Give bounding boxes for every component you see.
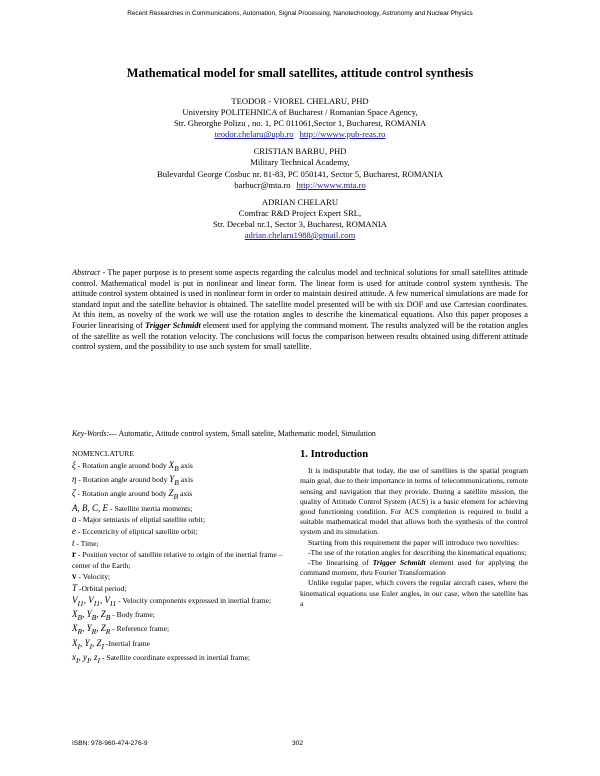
symbol: t — [72, 537, 75, 548]
symbol: v — [72, 571, 77, 582]
author-affiliation: Military Technical Academy, — [250, 157, 350, 168]
author-name: TEODOR - VIOREL CHELARU, PHD — [231, 96, 369, 106]
nomenclature-item: r - Position vector of satellite relative to origin of the inertial frame – center of the Earth; — [72, 549, 283, 570]
author-block — [0, 96, 600, 247]
nomenclature-item: ζ - Rotation angle around body $Z_B$ axis — [72, 488, 193, 502]
nomenclature-item: ξ - Rotation angle around body $X_B$ axis — [72, 459, 193, 473]
abstract-label: Abstract — [72, 268, 101, 277]
emphasis: Trigger Schmidt — [372, 558, 426, 568]
keywords-label: Key-Words: — [72, 429, 110, 438]
keywords-text: — Automatic, Atitude control system, Small satelite, Mathematic model, Simulation — [109, 429, 376, 438]
section-heading: 1. Introduction — [300, 449, 369, 460]
nomenclature-item: $V_{I1}$, $V_{I1}$, $V_{I1}$ - Velocity components expressed in inertial frame; — [72, 594, 272, 608]
author-web-link[interactable]: http://wwww.pub-reas.ro — [299, 129, 386, 140]
symbol: $Y_B$ — [169, 473, 179, 487]
symbol: $Z_B$ — [168, 488, 179, 502]
author-address: Str. Gheorghe Polizu , no. 1, PC 011061,Sector 1, Bucharest, ROMANIA — [173, 118, 427, 129]
paragraph: It is indisputable that today, the use of satellites is the spatial program main goal, due to their importance in terms of telecommunications, remote sensing and navigation that they provide. During a satellite mission, the quality of Attitude Control System (ACS) is a basic element for achieving good functioning condition. For ACS completion is required to build a suitable mathematical model that allows both the synthesis of the control system and its simulation. — [300, 466, 528, 537]
paragraph: -The linearising of Trigger Schmidt element used for applying the command moment, thru Fourier Transformation — [300, 558, 528, 578]
author-address: Bulevardul George Cosbuc nr. 81-83, PC 050141, Sector 5, Bucharest, ROMANIA — [156, 168, 444, 179]
nomenclature-item: $X_B$, $Y_B$, $Z_B$ - Body frame; — [72, 608, 155, 622]
page-number: 302 — [292, 740, 304, 747]
symbol: A, B, C, E — [72, 502, 108, 513]
author-email: barbucr@mta.ro — [234, 179, 291, 190]
author-email-link[interactable]: teodor.chelaru@upb.ro — [214, 129, 294, 140]
paragraph: Starting from this requirement the paper will introduce two novelties: — [308, 537, 520, 547]
nomenclature-list — [72, 460, 290, 667]
author-name: ADRIAN CHELARU — [261, 196, 339, 207]
symbol: r — [72, 549, 76, 560]
nomenclature-item: A, B, C, E - Satellite inertia moments; — [72, 502, 193, 513]
paragraph: Unlike regular paper, which covers the regular aircraft cases, where the kinematical equations use Euler angles, in our case, when the satellite has a — [300, 578, 528, 608]
nomenclature-item: v - Velocity; — [72, 571, 111, 582]
nomenclature-item: a - Major semiaxis of eliptial satellite orbit; — [72, 514, 205, 525]
symbol: $X_R$, $Y_R$, $Z_R$ — [72, 623, 111, 637]
author-affiliation: University POLITEHNICA of Bucharest / Romanian Space Agency, — [182, 107, 418, 118]
symbol: η — [72, 473, 77, 484]
paper-title: Mathematical model for small satellites, attitude control synthesis — [126, 66, 474, 80]
nomenclature-item: T -Orbital period; — [72, 582, 127, 593]
symbol: $V_{I1}$, $V_{I1}$, $V_{I1}$ — [72, 594, 117, 608]
abstract-emphasis: Trigger Schmidt — [144, 320, 201, 330]
symbol: ξ — [72, 459, 76, 470]
symbol: $X_B$, $Y_B$, $Z_B$ — [72, 608, 111, 622]
nomenclature-item: $X_R$, $Y_R$, $Z_R$ - Reference frame; — [72, 623, 170, 637]
nomenclature-item: $X_I$, $Y_I$, $Z_I$ -Inertial frame — [72, 637, 150, 651]
author-email-link[interactable]: adrian.chelaru1988@gmail.com — [244, 230, 356, 241]
symbol: $x_I$, $y_I$, $z_I$ — [72, 652, 101, 665]
abstract-text: - The paper purpose is to present some aspects regarding the calculus model and technical solutions for small satellites attitude control. Mathematical model is put in nonlinear and linear form. The linear form is used for attitude control system synthesis. The attitude control system obtained is used in nonlinear form in order to maintain desired attitude. A few numerical simulations are made for standard input and the satellite behavior is obtained. The satellite model presented will be with six DOF and use Cartesian coordinates. At this item, as novelty of the work we will use the rotation angles to describe the kinematical equations. Also this paper proposes a Fourier linearising of — [72, 268, 528, 330]
author-affiliation: Comfrac R&D Project Expert SRL, — [238, 207, 362, 218]
nomenclature-item: η - Rotation angle around body $Y_B$ axis — [72, 473, 194, 487]
author-web-link[interactable]: http://wwww.mta.ro — [296, 179, 366, 190]
symbol: $X_I$, $Y_I$, $Z_I$ — [72, 637, 105, 651]
symbol: $X_B$ — [168, 459, 179, 473]
author-1 — [0, 96, 600, 140]
introduction-section — [300, 449, 528, 609]
nomenclature-heading: NOMENCLATURE — [72, 449, 135, 458]
keywords — [72, 429, 528, 438]
symbol: a — [72, 514, 77, 525]
symbol: T — [72, 582, 78, 593]
isbn: ISBN: 978-960-474-276-9 — [72, 740, 148, 747]
symbol: ζ — [72, 488, 76, 499]
abstract-text: element used for applying the command moment. The results analyzed will be the rotation angles of the satellite as well the rotation velocity. The conclusions will focus the comparison between results obtained using different attitude control system, and the possibility to use such system for small satellite. — [72, 320, 528, 352]
symbol: e — [72, 525, 76, 536]
running-header: Recent Researches in Communications, Automation, Signal Processing, Nanotechnology, Astronomy and Nuclear Physics — [127, 10, 473, 17]
author-address: Str. Decebal nr.1, Sector 3, Bucharest, ROMANIA — [213, 218, 387, 229]
nomenclature-item: e - Eccentricity of eliptical satellite orbit; — [72, 525, 198, 536]
paragraph: -The use of the rotation angles for describing the kinematical equations; — [308, 547, 527, 557]
author-2 — [0, 146, 600, 190]
nomenclature — [72, 449, 290, 666]
abstract — [72, 268, 528, 353]
nomenclature-item: $x_I$, $y_I$, $z_I$ - Satellite coordinate expressed in inertial frame; — [72, 652, 250, 665]
nomenclature-item: t - Time; — [72, 537, 99, 548]
author-name: CRISTIAN BARBU, PHD — [253, 146, 347, 157]
author-3 — [0, 197, 600, 241]
